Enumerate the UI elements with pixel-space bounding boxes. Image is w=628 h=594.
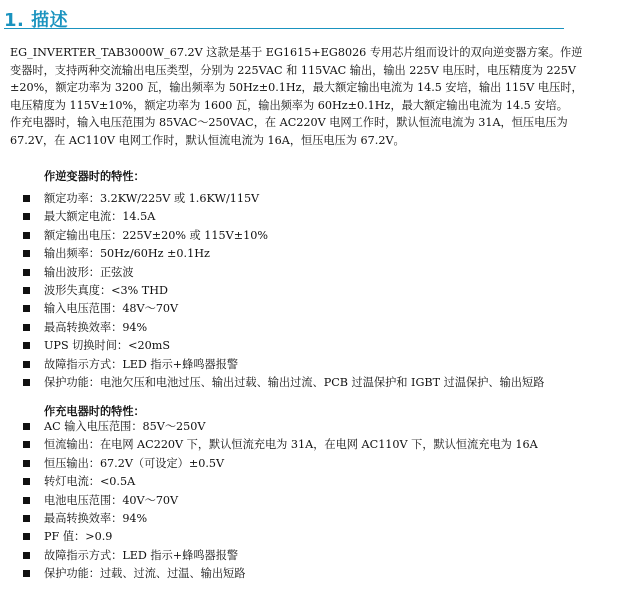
charger-section-title: 作充电器时的特性： [44,405,145,418]
square-bullet-icon [23,533,30,540]
square-bullet-icon [23,441,30,448]
intro-line: 电压精度为 115V±10%，额定功率为 1600 瓦，输出频率为 60Hz±0.1Hz，最大额定输出电流为 14.5 安培。 [10,98,568,112]
square-bullet-icon [23,287,30,294]
square-bullet-icon [23,342,30,349]
intro-line: 作充电器时，输入电压范围为 85VAC～250VAC，在 AC220V 电网工作时，默认恒流电流为 31A，恒压电压为 [10,116,568,130]
feature-text: 输入电压范围：48V～70V [44,302,179,316]
feature-text: 波形失真度：<3% THD [44,283,168,297]
square-bullet-icon [23,305,30,312]
square-bullet-icon [23,460,30,467]
intro-line: ±20%，额定功率为 3200 瓦，输出频率为 50Hz±0.1Hz，最大额定输出电流为 14.5 安培，输出 115V 电压时， [10,81,583,95]
square-bullet-icon [23,515,30,522]
feature-text: PF 值：>0.9 [44,530,113,544]
feature-text: 保护功能：过载、过流、过温、输出短路 [44,567,246,581]
feature-text: 最高转换效率：94% [44,511,148,525]
feature-text: 最大额定电流：14.5A [44,210,156,224]
inverter-section-title: 作逆变器时的特性： [44,170,145,183]
feature-text: 电池电压范围：40V～70V [44,493,179,507]
feature-text: 输出频率：50Hz/60Hz ±0.1Hz [44,247,210,261]
intro-paragraph [10,44,616,150]
intro-line: 变器时，支持两种交流输出电压类型，分别为 225VAC 和 115VAC 输出，输出 225V 电压时，电压精度为 225V [10,63,576,77]
feature-text: 保护功能：电池欠压和电池过压、输出过载、输出过流、PCB 过温保护和 IGBT 过温保护、输出短路 [44,375,545,389]
feature-text: 输出波形：正弦波 [44,265,134,279]
intro-line: 67.2V，在 AC110V 电网工作时，默认恒流电流为 16A，恒压电压为 67.2V。 [10,133,405,147]
feature-text: 故障指示方式：LED 指示+蜂鸣器报警 [44,548,239,562]
square-bullet-icon [23,324,30,331]
square-bullet-icon [23,478,30,485]
square-bullet-icon [23,423,30,430]
feature-text: 恒流输出：在电网 AC220V 下，默认恒流充电为 31A，在电网 AC110V 下，默认恒流充电为 16A [44,438,538,452]
feature-text: 故障指示方式：LED 指示+蜂鸣器报警 [44,357,239,371]
section-heading: 1. 描述 [4,10,69,31]
feature-text: 额定输出电压：225V±20% 或 115V±10% [44,228,268,242]
square-bullet-icon [23,250,30,257]
square-bullet-icon [23,552,30,559]
feature-text: AC 输入电压范围：85V～250V [44,420,206,433]
square-bullet-icon [23,269,30,276]
square-bullet-icon [23,213,30,220]
intro-line: EG_INVERTER_TAB3000W_67.2V 这款是基于 EG1615+EG8026 专用芯片组而设计的双向逆变器方案。作逆 [10,46,583,59]
square-bullet-icon [23,570,30,577]
feature-text: 恒压输出：67.2V（可设定）±0.5V [44,456,225,470]
square-bullet-icon [23,195,30,202]
feature-text: 最高转换效率：94% [44,320,148,334]
feature-text: 转灯电流：<0.5A [44,475,136,489]
feature-text: UPS 切换时间：<20mS [44,339,170,353]
square-bullet-icon [23,361,30,368]
feature-text: 额定功率：3.2KW/225V 或 1.6KW/115V [44,192,260,205]
square-bullet-icon [23,497,30,504]
square-bullet-icon [23,232,30,239]
square-bullet-icon [23,379,30,386]
heading-underline [4,28,564,29]
